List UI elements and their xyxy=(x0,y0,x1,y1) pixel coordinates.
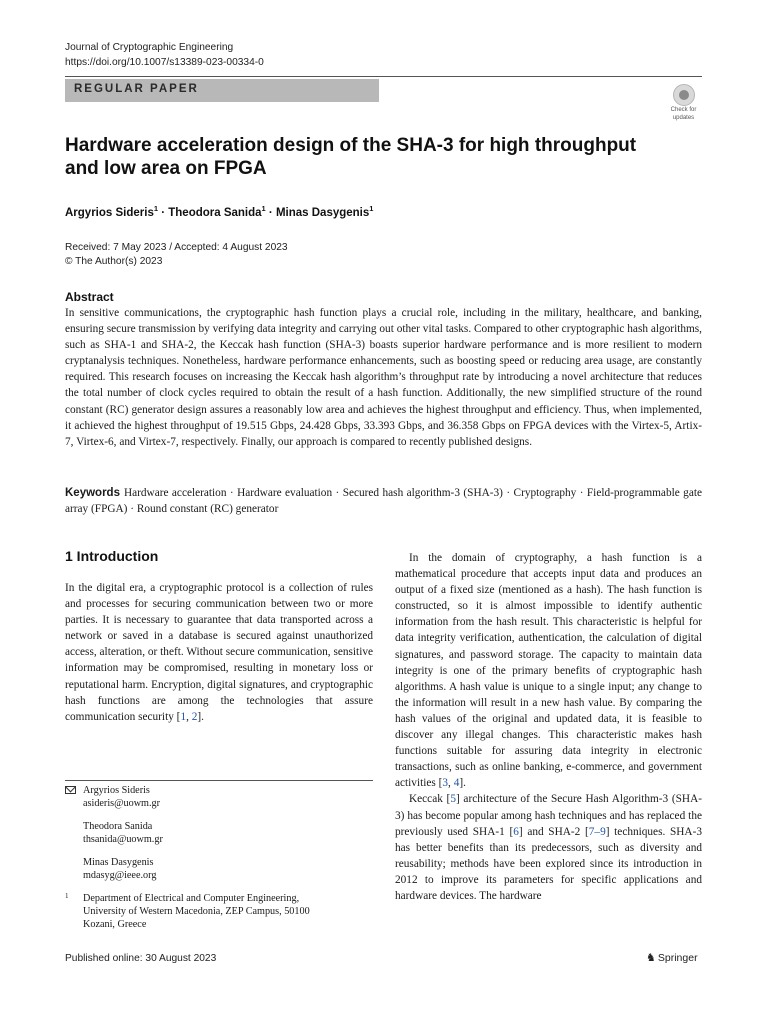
keywords-text: Hardware acceleration · Hardware evaluation · Secured hash algorithm-3 (SHA-3) · Cryptography · Field-programmable gate array (FPGA) · Round constant (RC) generator xyxy=(65,487,702,516)
author-affiliation-mark: 1 xyxy=(153,204,159,213)
check-updates-icon xyxy=(673,84,695,106)
paper-title: Hardware acceleration design of the SHA-3 for high throughput and low area on FPGA xyxy=(65,135,637,179)
affiliation xyxy=(65,892,373,931)
contact-name: Argyrios Sideris xyxy=(83,785,150,796)
affiliation-line: Kozani, Greece xyxy=(83,919,147,930)
badge-label-1: Check for xyxy=(670,107,697,113)
right-column xyxy=(395,550,702,904)
contact-entry xyxy=(65,784,373,810)
paragraph-text: ]. xyxy=(459,777,466,790)
envelope-icon xyxy=(65,786,76,794)
author-affiliation-mark: 1 xyxy=(369,204,374,213)
left-column xyxy=(65,580,373,725)
paragraph-text: In the digital era, a cryptographic protocol is a collection of rules and processes for securing communication between two or more parties. It is necessary to guarantee that data transported across a network or saved in a database is secured against unauthorized access, alteration, or theft. Without secure communication, sensitive information may be compromised, resulting in monetary loss or reputational harm. Encryption, digital signatures, and cryptographic hash functions are among the technologies that assure communication security [ xyxy=(65,582,373,723)
dates-block xyxy=(65,241,288,269)
author-separator: · xyxy=(265,206,276,219)
journal-name: Journal of Cryptographic Engineering xyxy=(65,42,234,53)
check-for-updates-badge[interactable] xyxy=(665,84,702,124)
paragraph-text: ] architecture of the Secure Hash Algorithm-3 (SHA-3) has become popular among hash techniques and has replaced the previously used SHA-1 [ xyxy=(395,793,703,838)
citation-link[interactable]: 6 xyxy=(513,825,519,838)
citation-link[interactable]: 1 xyxy=(180,710,187,723)
keywords xyxy=(65,485,702,517)
publisher-logo xyxy=(646,951,698,964)
author-list xyxy=(65,204,373,219)
author-affiliation-mark: 1 xyxy=(261,204,266,213)
contact-email[interactable]: thsanida@uowm.gr xyxy=(83,834,163,845)
article-type-label: REGULAR PAPER xyxy=(74,83,199,95)
paragraph-text: ] techniques. SHA-3 has better benefits than its predecessors, such as diversity and reusability; methods have been explored since its introduction in 2012 to improve its parameters for specific applications and hardware devices. The hardware xyxy=(395,825,702,902)
intro-paragraph: In the domain of cryptography, a hash function is a mathematical procedure that accepts input data and produces an output of a fixed size (mentioned as a hash). The hash function is constructed, so it is almost impossible to identify authentic information from the hash result. This characteristic is helpful for data integrity verification, authentication, the calculation of digital signatures, and password storage. The capacity to maintain data integrity is one of the primary benefits of cryptographic hash algorithms. A hash value is unique to a single input; any change to the information will result in a new hash value. By comparing the hash values of the original and updated data, it is feasible to discover any illegal changes. This characteristic makes hash functions suitable for assuring data integrity in electronic transactions, such as online banking, e-commerce, and government activities [3, 4]. xyxy=(395,552,702,790)
intro-paragraph xyxy=(395,791,702,904)
copyright-line: © The Author(s) 2023 xyxy=(65,256,163,267)
paragraph-text: In the domain of cryptography, a hash function is a mathematical procedure that accepts input data and produces an output of a fixed size (mentioned as a hash). The hash function is constructed, so it is almost impossible to identify authentic information from the hash result. This characteristic is helpful for data integrity verification, authentication, the calculation of digital signatures, and password storage. The capacity to maintain data integrity is one of the primary benefits of cryptographic hash algorithms. A hash value is unique to a single input; any change to the information will result in a new hash value. By comparing the hash values of the original and updated data, it is feasible to discover any illegal changes. This characteristic makes hash functions suitable for assuring data integrity in electronic transactions, such as online banking, e-commerce, and government activities [ xyxy=(395,552,702,790)
publisher-name: Springer xyxy=(657,952,698,964)
section-heading-introduction: 1 Introduction xyxy=(65,548,159,564)
springer-horse-icon: ♞ xyxy=(646,952,656,964)
header-rule xyxy=(65,76,702,77)
article-type-banner xyxy=(65,79,379,102)
paragraph-text: Keccak [ xyxy=(409,793,451,806)
abstract-heading: Abstract xyxy=(65,290,114,304)
citation-link[interactable]: 3 xyxy=(442,777,449,790)
contact-entry xyxy=(65,820,373,846)
contact-email[interactable]: mdasyg@ieee.org xyxy=(83,870,157,881)
affiliation-line: University of Western Macedonia, ZEP Campus, 50100 xyxy=(83,906,310,917)
author-name[interactable]: Theodora Sanida xyxy=(168,206,262,219)
author-contacts xyxy=(65,784,373,931)
citation-link[interactable]: 2 xyxy=(191,710,198,723)
received-accepted: Received: 7 May 2023 / Accepted: 4 August 2023 xyxy=(65,242,288,253)
citation-link[interactable]: 4 xyxy=(453,777,460,790)
published-online: Published online: 30 August 2023 xyxy=(65,953,217,964)
contact-entry xyxy=(65,856,373,882)
contact-email[interactable]: asideris@uowm.gr xyxy=(83,798,161,809)
author-name[interactable]: Argyrios Sideris xyxy=(65,206,154,219)
doi-link[interactable]: https://doi.org/10.1007/s13389-023-00334-0 xyxy=(65,57,264,68)
paragraph-text: ] and SHA-2 [ xyxy=(518,825,589,838)
citation-link[interactable]: 7–9 xyxy=(588,825,606,838)
abstract-text: In sensitive communications, the cryptographic hash function plays a crucial role, including in the military, healthcare, and banking, ensuring secure transmission by verifying data integrity and carrying out other vital tasks. Compared to other cryptographic hash algorithms, such as SHA-1 and SHA-2, the Keccak hash function (SHA-3) boasts superior hardware performance and is more resilient to modern cryptanalysis techniques. Nonetheless, hardware performance enhancements, such as boosting speed or reducing area usage, are constantly required. This research focuses on increasing the Keccak hash algorithm’s throughput rate by introducing a novel architecture that reduces the total number of clock cycles required to obtain the result of a hash function. Additionally, the new simplified structure of the round constant (RC) generator design assures a reasonably low area and achieves the highest throughput and efficiency. Thus, when implemented, it achieved the highest throughput of 19.515 Gbps, 24.428 Gbps, 33.393 Gbps, and 36.358 Gbps on FPGA devices with the Virtex-5, Artix-7, Virtex-6, and Virtex-7, respectively. Finally, our approach is compared to recently published designs. xyxy=(65,307,702,448)
affiliation-line: Department of Electrical and Computer Engineering, xyxy=(83,893,300,904)
contact-name: Theodora Sanida xyxy=(83,821,153,832)
journal-header xyxy=(65,40,264,70)
contact-name: Minas Dasygenis xyxy=(83,857,154,868)
affiliation-mark: 1 xyxy=(65,892,69,900)
author-separator: · xyxy=(158,206,169,219)
citation-link[interactable]: 5 xyxy=(450,793,456,806)
author-name[interactable]: Minas Dasygenis xyxy=(275,206,370,219)
paragraph-text: ]. xyxy=(197,710,205,723)
footnote-rule xyxy=(65,780,373,781)
intro-paragraph: In the digital era, a cryptographic protocol is a collection of rules and processes for securing communication between two or more parties. It is necessary to guarantee that data transported across a network or saved in a database is secured against unauthorized access, alteration, or theft. Without secure communication, sensitive information may be compromised, resulting in monetary loss or reputational harm. Encryption, digital signatures, and cryptographic hash functions are among the technologies that assure communication security [1, 2]. xyxy=(65,582,373,723)
keywords-heading: Keywords xyxy=(65,487,120,499)
badge-label-2: updates xyxy=(672,114,695,121)
